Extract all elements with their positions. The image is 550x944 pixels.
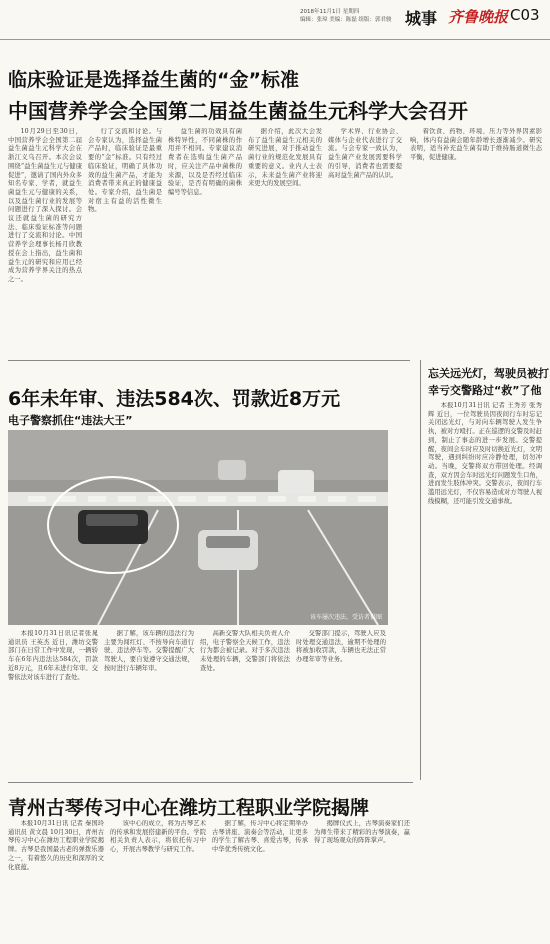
story1-column-4: 据介绍，此次大会发布了益生菌益生元相关的研究进展，对于推动益生菌行业的规范化发展具有重要的意义。业内人士表示，未来益生菌产业将迎来更大的发展空间。 xyxy=(248,128,322,188)
story2-subhead: 电子警察抓住“违法大王” xyxy=(8,414,133,427)
header-date: 2018年11月1日 星期四 xyxy=(300,9,360,15)
section-title: 城事 xyxy=(405,9,438,28)
story4-headline: 青州古琴传习中心在潍坊工程职业学院揭牌 xyxy=(8,797,370,819)
traffic-camera-photo xyxy=(8,430,388,625)
story4-column-1: 本报10月31日讯 记者 秦国玲 通讯员 黄文晨 10月30日，青州古琴传习中心在潍坊工程职业学院揭牌。古琴是我国最古老的弹拨乐器之一，有着悠久的历史和深厚的文化底蕴。 xyxy=(8,820,104,871)
divider xyxy=(8,782,413,783)
story2-column-2: 据了解，该车辆的违法行为主要为闯红灯、不按导向车道行驶、违法停车等。交警提醒广大驾驶人，要自觉遵守交通法规，按时进行车辆年审。 xyxy=(104,630,194,672)
story4-column-4: 揭牌仪式上，古琴演奏家们还为师生带来了精彩的古琴演奏，赢得了现场观众的阵阵掌声。 xyxy=(314,820,410,845)
story1-column-3: 益生菌的功效具有菌株特异性，不同菌株的作用并不相同。专家建议消费者在选购益生菌产品时，应关注产品中菌株的来源，以及是否经过临床验证，是否有明确的菌株编号等信息。 xyxy=(168,128,242,196)
story1-headline-line2: 中国营养学会全国第二届益生菌益生元科学大会召开 xyxy=(8,99,468,123)
story1-column-5: 学术界、行业协会、媒体与企业代表进行了交流。与会专家一致认为，益生菌产业发展需要科学的引导，消费者也需要提高对益生菌产品的认识。 xyxy=(328,128,402,179)
story3-headline-line1: 忘关远光灯，驾驶员被打 xyxy=(428,367,549,380)
story3-body: 本报10月31日讯 记者 王秀芳 张秀辉 近日，一位驾驶员因夜间行车时忘记关闭远光灯，与对向车辆驾驶人发生争执，被对方殴打。正在巡逻的交警及时赶到，制止了事态的进一步发展。交警提醒，夜间会车时应及时切换近光灯，文明驾驶，遇到纠纷时应冷静处理，切勿冲动。当晚，交警将双方带回处理。经调查，双方因会车时远光灯问题发生口角，进而发生肢体冲突。交警表示，夜间行车滥用远光灯，不仅容易造成对方驾驶人视线模糊，还可能引发交通事故。 xyxy=(428,402,542,505)
column-divider xyxy=(420,360,421,780)
header-editors: 编辑：张璋 美编：陈磊 组版：郭君骏 xyxy=(300,17,392,23)
story1-headline-line1: 临床验证是选择益生菌的“金”标准 xyxy=(8,69,299,91)
story2-column-1: 本报10月31日讯记者张晁 通讯员 王英杰 近日，潍坊交警部门在日常工作中发现，一辆轿车在6年内违法达584次，罚款近8万元，且6年未进行年审。交警依法对该车进行了查处。 xyxy=(8,630,98,681)
story4-column-3: 据了解，传习中心将定期举办古琴讲座、演奏会等活动，让更多的学生了解古琴、喜爱古琴，传承中华优秀传统文化。 xyxy=(212,820,308,854)
story2-column-4: 交警部门提示，驾驶人应及时处理交通违法，逾期不处理的将被加收罚款，车辆也无法正常办理年审等业务。 xyxy=(296,630,386,664)
story2-column-3: 高新交警大队相关负责人介绍，电子警察全天候工作，违法行为都会被记录。对于多次违法未处理的车辆，交警部门将依法查处。 xyxy=(200,630,290,672)
page-number: C03 xyxy=(510,6,540,24)
story1-column-1: 10月29日至30日，中国营养学会全国第二届益生菌益生元科学大会在浙江义乌召开。本次会议围绕“益生菌益生元与健康促进”，邀请了国内外众多知名专家、学者，就益生菌益生元与健康的关系，以及益生菌行业的发展等问题进行了深入探讨。会议还就益生菌的研究方法、临床验证标准等问题进行了交流和讨论。中国营养学会理事长杨月欣教授在会上指出，益生菌和益生元的研究和应用已经成为营养学界关注的热点之一。 xyxy=(8,128,82,283)
road-image xyxy=(8,430,388,625)
story2-headline: 6年未年审、违法584次、罚款近8万元 xyxy=(8,388,341,410)
divider xyxy=(8,360,410,361)
story3-headline-line2: 幸亏交警路过“救”了他 xyxy=(428,384,542,397)
newspaper-logo: 齐鲁晚报 xyxy=(448,8,509,26)
story4-column-2: 该中心的成立，将为古琴艺术的传承和发展搭建新的平台。学院相关负责人表示，将依托传习中心，开展古琴教学与研究工作。 xyxy=(110,820,206,854)
photo-caption: 该车屡次违法。受访者供图 xyxy=(309,614,382,621)
page-header xyxy=(0,0,550,40)
header-meta xyxy=(300,8,392,24)
story1-column-6: 着饮食、药物、环境、压力等外界因素影响，体内有益菌会随年龄增长逐渐减少。研究表明，适当补充益生菌有助于维持肠道微生态平衡，促进健康。 xyxy=(410,128,542,162)
story1-column-2: 行了交流和讨论。与会专家认为，选择益生菌产品时，临床验证是最重要的“金”标准。只有经过临床验证，明确了具体功效的益生菌产品，才能为消费者带来真正的健康益处。专家介绍，益生菌是对宿主有益的活性微生物。 xyxy=(88,128,162,214)
